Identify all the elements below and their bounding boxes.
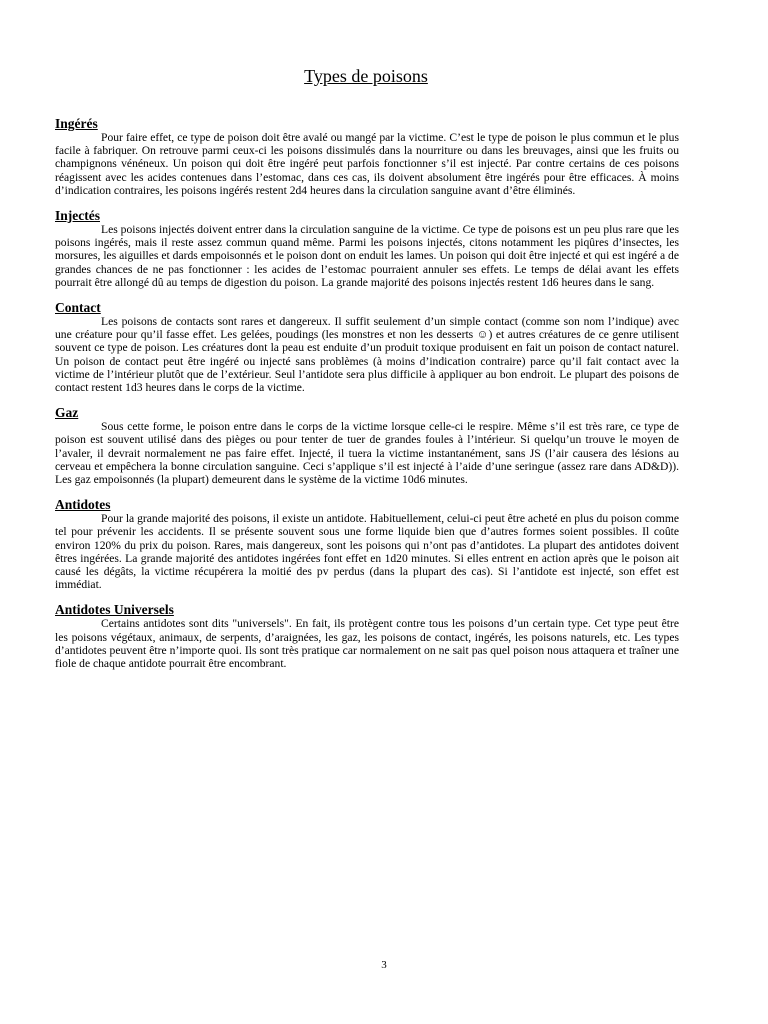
section-antidotes [55,497,679,591]
document-content [55,116,679,681]
section-injectes [55,208,679,289]
section-heading: Contact [55,300,101,316]
section-ingeres [55,116,679,197]
section-paragraph: Certains antidotes sont dits "universels". En fait, ils protègent contre tous les poisons d’un certain type. Cet type peut être les poisons végétaux, animaux, de serpents, d’araignées, les gaz, les poisons de contact, ingérés, les poisons naturels, etc. Les types d’antidotes peuvent être n’importe quoi. Ils sont très pratique car normalement on ne sait pas quel poison nous attaquera et traîner une fiole de chaque antidote pourrait être encombrant. [55,617,679,671]
page-title: Types de poisons [304,66,428,86]
section-heading: Antidotes Universels [55,602,174,618]
section-gaz [55,405,679,486]
section-heading: Injectés [55,208,100,224]
page-number: 3 [381,959,387,971]
section-paragraph: Pour faire effet, ce type de poison doit être avalé ou mangé par la victime. C’est le type de poison le plus commun et le plus facile à fabriquer. On retrouve parmi ceux-ci les poisons dissimulés dans la nourriture ou dans les breuvages, ainsi que les fruits ou champignons vénéneux. Un poison qui doit être ingéré peut parfois fonctionner s’il est injecté. Par contre certains de ces poisons réagissent avec les acides contenues dans l’estomac, dans ces cas, ils doivent absolument être ingérés pour être efficaces. À moins d’indication contraires, les poisons ingérés restent 2d4 heures dans la circulation sanguine avant d’être éliminés. [55,131,679,197]
section-heading: Gaz [55,405,79,421]
section-paragraph: Sous cette forme, le poison entre dans le corps de la victime lorsque celle-ci le respire. Même s’il est très rare, ce type de poison est souvent utilisé dans des pièges ou pour tenter de tuer de grandes foules à l’intérieur. Si quelqu’un trouve le moyen de l’avaler, il devrait normalement ne pas faire effet. Injecté, il tuera la victime instantanément, sans JS (l’air causera des lésions au cerveau et empêchera la bonne circulation sanguine. Ceci s’applique s’il est injecté à l’aide d’une seringue (assez rare dans AD&D)). Les gaz empoisonnés (la plupart) demeurent dans le système de la victime 10d6 minutes. [55,420,679,487]
section-paragraph: Les poisons injectés doivent entrer dans la circulation sanguine de la victime. Ce type de poisons est un peu plus rare que les poisons ingérés, mais il reste assez commun quand même. Parmi les poisons injectés, citons notamment les piqûres d’insectes, les morsures, les aiguilles et dards empoisonnés et le poison dont on enduit les lames. Un poison qui doit être injecté et qui est ingéré a de grandes chances de ne pas fonctionner : les acides de l’estomac pourraient annuler ses effets. Le temps de délai avant les effets pourrait être allongé dû au temps de digestion du poison. La grande majorité des poisons injectés restent 1d6 heures dans le sang. [55,223,679,289]
section-paragraph: Les poisons de contacts sont rares et dangereux. Il suffit seulement d’un simple contact (comme son nom l’indique) avec une créature pour qu’il fasse effet. Les gelées, poudings (les monstres et non les desserts ☺) et autres créatures de ce genre utilisent souvent ce type de poison. Les créatures dont la peau est enduite d’un produit toxique produisent en fait un poison de contact naturel. Un poison de contact peut être ingéré ou injecté sans problèmes (à moins d’indication contraire) parce qu’il fait contact avec la victime de l’intérieur plutôt que de l’extérieur. Seul l’antidote sera plus difficile à appliquer au bon endroit. Le plupart des poisons de contact restent 1d3 heures dans le corps de la victime. [55,315,679,395]
section-paragraph: Pour la grande majorité des poisons, il existe un antidote. Habituellement, celui-ci peut être acheté en plus du poison comme tel pour prévenir les accidents. Il se présente souvent sous une forme liquide bien que d’autres formes soient possibles. Il coûte environ 120% du prix du poison. Rares, mais dangereux, sont les poisons qui n’ont pas d’antidotes. La plupart des antidotes doivent êtres ingérées. La grande majorité des antidotes ingérées font effet en 1d20 minutes. Si elles entrent en action après que le poison ait causé les dégâts, la victime récupérera la moitié des pv perdus (dans la plupart des cas). Si l’antidote est injecté, son effet est immédiat. [55,512,679,592]
section-heading: Antidotes [55,497,111,513]
section-heading: Ingérés [55,116,98,131]
section-contact [55,300,679,394]
section-antidotes-universels [55,602,679,670]
